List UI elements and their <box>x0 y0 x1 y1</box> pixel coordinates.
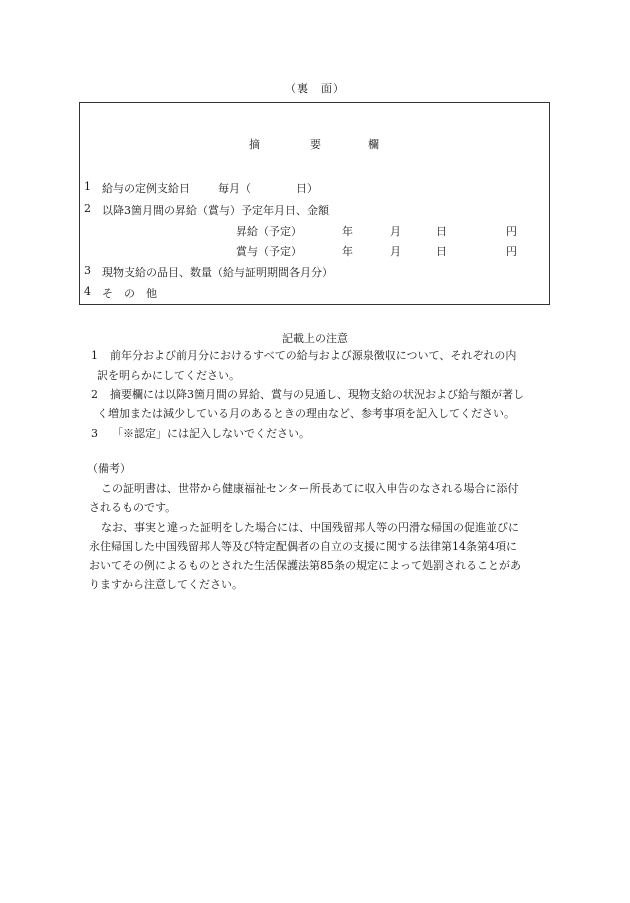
remarks-para1-line1: この証明書は、世帯から健康福祉センター所長あてに収入申告のなされる場合に添付 <box>101 482 519 495</box>
remarks-para2-line3: おいてその例によるものとされた生活保護法第85条の規定によって処罰されることがあ <box>89 559 521 572</box>
item2-bonus-label: 賞与（予定） <box>236 245 302 258</box>
summary-heading-char-2: 要 <box>310 138 321 151</box>
note3-line1: 「※認定」には記入しないでください。 <box>112 427 310 440</box>
item2-bonus-year: 年 <box>342 245 353 258</box>
item2-raise-label: 昇給（予定） <box>236 225 302 238</box>
item2-bonus-month: 月 <box>390 245 401 258</box>
page-title: （裏 面） <box>285 82 345 95</box>
note1-line2: 訳を明らかにしてください。 <box>97 369 240 382</box>
summary-heading-char-3: 欄 <box>368 138 379 151</box>
note1-line1: 前年分および前月分におけるすべての給与および源泉徴収について、それぞれの内 <box>110 349 517 362</box>
note3-number: 3 <box>91 427 98 440</box>
item3-number: 3 <box>84 264 91 277</box>
summary-heading-char-1: 摘 <box>249 138 260 151</box>
note1-number: 1 <box>91 349 98 362</box>
remarks-para2-line4: りますから注意してください。 <box>89 578 243 591</box>
item2-raise-yen: 円 <box>506 225 517 238</box>
item1-monthly: 毎月（ <box>218 182 251 195</box>
item1-label: 給与の定例支給日 <box>102 182 190 195</box>
note2-line2: く増加または減少している月のあるときの理由など、参考事項を記入してください。 <box>97 407 515 420</box>
item2-label: 以降3箇月間の昇給（賞与）予定年月日、金額 <box>102 204 329 217</box>
note2-line1: 摘要欄には以降3箇月間の昇給、賞与の見通し、現物支給の状況および給与額が著し <box>110 388 524 401</box>
notes-title: 記載上の注意 <box>282 332 348 345</box>
item2-number: 2 <box>84 202 91 215</box>
item2-bonus-yen: 円 <box>506 245 517 258</box>
note2-number: 2 <box>91 388 98 401</box>
item1-day: 日） <box>296 182 318 195</box>
remarks-para2-line1: なお、事実と違った証明をした場合には、中国残留邦人等の円滑な帰国の促進並びに <box>101 521 519 534</box>
item2-raise-month: 月 <box>390 225 401 238</box>
remarks-para2-line2: 永住帰国した中国残留邦人等及び特定配偶者の自立の支援に関する法律第14条第4項に <box>89 540 517 553</box>
item4-label: そ の 他 <box>102 287 157 300</box>
item3-label: 現物支給の品目、数量（給与証明期間各月分） <box>102 266 333 279</box>
remarks-heading: （備考） <box>87 462 131 475</box>
item2-raise-year: 年 <box>342 225 353 238</box>
item1-number: 1 <box>84 180 91 193</box>
remarks-para1-line2: されるものです。 <box>89 501 177 514</box>
item2-raise-day: 日 <box>436 225 447 238</box>
item4-number: 4 <box>84 285 91 298</box>
item2-bonus-day: 日 <box>436 245 447 258</box>
